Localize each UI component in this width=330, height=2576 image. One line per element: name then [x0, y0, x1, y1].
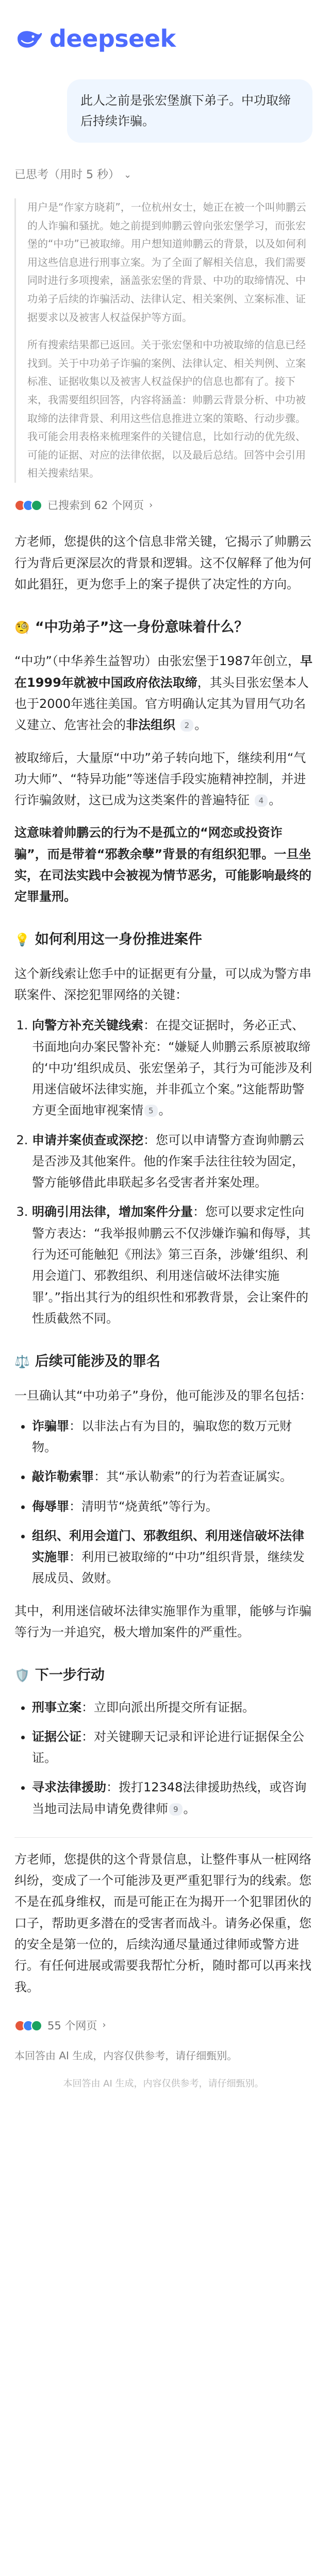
text-span: ：以非法占有为目的，骗取您的数万元财物。: [32, 1418, 292, 1455]
bold-text: 向警方补充关键线索: [32, 1018, 143, 1033]
user-message-bubble: 此人之前是张宏堡旗下弟子。中功取缔后持续诈骗。: [67, 79, 312, 143]
bullet-list: [14, 1697, 312, 1820]
section-heading: [14, 928, 312, 952]
thinking-face-icon: 🧐: [14, 620, 30, 635]
bold-text: 早在1999年就被中国政府依法取缔: [14, 654, 312, 690]
chevron-right-icon: ›: [149, 499, 153, 511]
section-heading: [14, 616, 312, 639]
answer-paragraph: [14, 822, 312, 907]
list-item: • 寻求法律援助：拨打12348法律援助热线，或咨询当地司法局申请免费律师 9 。: [32, 1777, 312, 1820]
citation-badge[interactable]: 5: [144, 1105, 158, 1117]
bold-text: 敲诈勒索罪: [32, 1469, 94, 1484]
citation-badge[interactable]: 9: [169, 1803, 183, 1816]
text-span: ：对关键聊天记录和评论进行证据保全公证。: [32, 1729, 304, 1766]
bold-text: 这意味着帅鹏云的行为不是孤立的“网恋或投资诈骗”，而是带着“邪教余孽”背景的有组织犯罪。一旦坐实，在司法实践中会被视为情节恶劣，可能影响最终的定罪量刑。: [14, 825, 311, 904]
list-item: [32, 1201, 312, 1329]
section-title: “中功弟子”这一身份意味着什么？: [35, 619, 249, 636]
reasoning-paragraph: 用户是“作家方晓莉”，一位杭州女士，她正在被一个叫帅鹏云的人诈骗和骚扰。她之前提到帅鹏云曾向张宏堡学习，而张宏堡的“中功”已被取缔。用户想知道帅鹏云的背景，以及如何利用这些信息进行刑事立案。为了全面了解相关信息，我们需要同时进行多项搜索，涵盖张宏堡的背景、中功的取缔情况、中功弟子后续的诈骗活动、法律认定、相关案例、立案标准、证据要求以及被害人权益保护等方面。: [27, 201, 306, 324]
list-item: [32, 1496, 312, 1517]
shield-icon: 🛡️: [14, 1668, 30, 1683]
source-favicons: [14, 2020, 42, 2031]
section-heading: [14, 1350, 312, 1374]
thinking-label: 已思考（用时 5 秒）: [14, 168, 120, 182]
reasoning-block: [14, 198, 312, 483]
citation-badge[interactable]: 4: [255, 794, 268, 807]
bold-text: 诈骗罪: [32, 1418, 69, 1433]
section-title: 后续可能涉及的罪名: [35, 1353, 160, 1370]
text-span: ：清明节“烧黄纸”等行为。: [69, 1499, 218, 1514]
text-span: ：在提交证据时，务必正式、书面地向办案民警补充：“嫌疑人帅鹏云系原被取缔的‘中功’组织成员、张宏堡弟子，其行为可能涉及利用迷信破坏法律实施，并非孤立个案。”这能帮助警方更全面地审视案情: [32, 1018, 312, 1118]
favicon-icon: [31, 2020, 42, 2031]
closing-paragraph: 方老师，您提供的这个背景信息，让整件事从一桩网络纠纷，变成了一个可能涉及更严重犯罪行为的线索。您不是在孤身维权，而是可能正在为揭开一个犯罪团伙的口子，帮助更多潜在的受害者而战斗。请务必保重，您的安全是第一位的，后续沟通尽量通过律师或警方进行。有任何进展或需要我帮忙分析，随时都可以再来找我。: [14, 1852, 311, 1994]
section-title: 下一步行动: [35, 1667, 105, 1684]
reasoning-paragraph: 所有搜索结果都已返回。关于张宏堡和中功被取缔的信息已经找到。关于中功弟子诈骗的案例、法律认定、相关判例、立案标准、证据收集以及被害人权益保护的信息也都有了。接下来，我需要组织回答，内容将涵盖：帅鹏云背景分析、中功被取缔的法律背景、利用这些信息推进立案的策略、行动步骤。我可能会用表格来梳理案件的关键信息，比如行动的优先级、可能的证据、对应的法律依据，以及最后总结。回答中会引用相关搜索结果。: [27, 338, 306, 480]
chevron-right-icon: ›: [102, 2020, 106, 2031]
scales-icon: ⚖️: [14, 1354, 30, 1369]
text-span: ：您可以申请警方查询帅鹏云是否涉及其他案件。他的作案手法往往较为固定，警方能够借此串联起多名受害者并案处理。: [32, 1132, 304, 1190]
search-results-label: 55 个网页: [47, 2019, 97, 2032]
list-item: [32, 1130, 312, 1194]
section-heading: [14, 1664, 312, 1687]
list-item: [32, 1466, 312, 1487]
user-message-row: [14, 79, 312, 143]
section-title: 如何利用这一身份推进案件: [35, 931, 202, 948]
disclaimer: 本回答由 AI 生成，内容仅供参考，请仔细甄别。: [63, 2078, 264, 2090]
answer-body: [14, 531, 312, 1998]
text-span: 。官方明确认定其为冒用气功名义建立、危害社会的: [14, 697, 306, 733]
deepseek-logo[interactable]: [14, 19, 176, 59]
answer-intro: 方老师，您提供的这个信息非常关键，它揭示了帅鹏云行为背后更深层次的背景和逻辑。这不仅解释了他为何如此猖狂，更为您手上的案子提供了决定性的方向。: [14, 534, 311, 591]
text-span: 被取缔后，大量原“中功”弟子转向地下，继续利用“气功大师”、“特异功能”等迷信手段实施精神控制，并进行诈骗敛财，这已成为这类案件的普遍特征: [14, 750, 306, 808]
search-results-label: 已搜索到 62 个网页: [47, 499, 144, 512]
bold-text: 寻求法律援助: [32, 1780, 106, 1795]
ai-note: 本回答由 AI 生成，内容仅供参考，请仔细甄别。: [14, 2049, 238, 2062]
divider: [14, 1837, 312, 1838]
chevron-down-icon: ⌄: [123, 169, 132, 180]
text-span: ：拨打12348法律援助热线，或咨询当地司法局申请免费律师: [32, 1780, 307, 1816]
bold-text: 明确引用法律，增加案件分量: [32, 1205, 193, 1219]
brand-name: deepseek: [50, 25, 176, 53]
list-item: [32, 1526, 312, 1589]
citation-badge[interactable]: 2: [180, 719, 194, 732]
bold-text: 申请并案侦查或深挖: [32, 1132, 143, 1147]
list-item: 1. 向警方补充关键线索：在提交证据时，务必正式、书面地向办案民警补充：“嫌疑人帅鹏云系原被取缔的‘中功’组织成员、张宏堡弟子，其行为可能涉及利用迷信破坏法律实施，并非孤立个案。”这能帮助警方更全面地审视案情 5 。: [32, 1015, 312, 1121]
answer-paragraph: “中功”（中华养生益智功）由张宏堡于1987年创立，早在1999年就被中国政府依法取缔，其头目张宏堡本人也于2000年逃往美国。官方明确认定其为冒用气功名义建立、危害社会的非法组织 2 。: [14, 654, 312, 733]
light-bulb-icon: 💡: [14, 932, 30, 947]
list-item: [32, 1416, 312, 1459]
list-item: [32, 1697, 312, 1718]
text-span: ：您可以要求定性向警方表达：“我举报帅鹏云不仅涉嫌诈骗和侮辱，其行为还可能触犯《刑法》第三百条，涉嫌‘组织、利用会道门、邪教组织、利用迷信破坏法律实施罪’。”指出其行为的组织性和邪教背景，会让案件的性质截然不同。: [32, 1205, 311, 1326]
bold-text: 组织、利用会道门、邪教组织、利用迷信破坏法律实施罪: [32, 1528, 304, 1565]
text-span: ：立即向派出所提交所有证据。: [81, 1700, 255, 1715]
bold-text: 刑事立案: [32, 1700, 81, 1715]
answer-paragraph: 一旦确认其“中功弟子”身份，他可能涉及的罪名包括：: [14, 1388, 312, 1403]
thinking-toggle[interactable]: [14, 165, 312, 185]
footer-search-chip[interactable]: [14, 2016, 106, 2035]
answer-paragraph: 其中，利用迷信破坏法律实施罪作为重罪，能够与诈骗等行为一并追究，极大增加案件的严重性。: [14, 1603, 311, 1639]
text-span: ：利用已被取缔的“中功”组织背景，继续发展成员、敛财。: [32, 1550, 305, 1586]
text-span: ，其头目张宏堡本人也于2000年逃往美国: [14, 675, 309, 711]
bold-text: 非法组织: [126, 718, 175, 733]
bold-text: 侮辱罪: [32, 1499, 69, 1514]
bullet-list: [14, 1416, 312, 1589]
search-results-chip[interactable]: [14, 496, 153, 515]
source-favicons: [14, 500, 42, 511]
favicon-icon: [31, 500, 42, 511]
numbered-list: [14, 1015, 312, 1329]
bold-text: 证据公证: [32, 1729, 81, 1744]
answer-paragraph: 被取缔后，大量原“中功”弟子转向地下，继续利用“气功大师”、“特异功能”等迷信手段实施精神控制，并进行诈骗敛财，这已成为这类案件的普遍特征 4 。: [14, 750, 306, 808]
text-span: ：其“承认勒索”的行为若查证属实。: [94, 1469, 292, 1484]
text-span: “中功”（中华养生益智功）由张宏堡于1987年创立，: [14, 654, 300, 669]
answer-paragraph: 这个新线索让您手中的证据更有分量，可以成为警方串联案件、深挖犯罪网络的关键：: [14, 966, 311, 1003]
whale-logo-icon: [14, 28, 43, 50]
app-header: [14, 0, 312, 78]
list-item: [32, 1726, 312, 1769]
